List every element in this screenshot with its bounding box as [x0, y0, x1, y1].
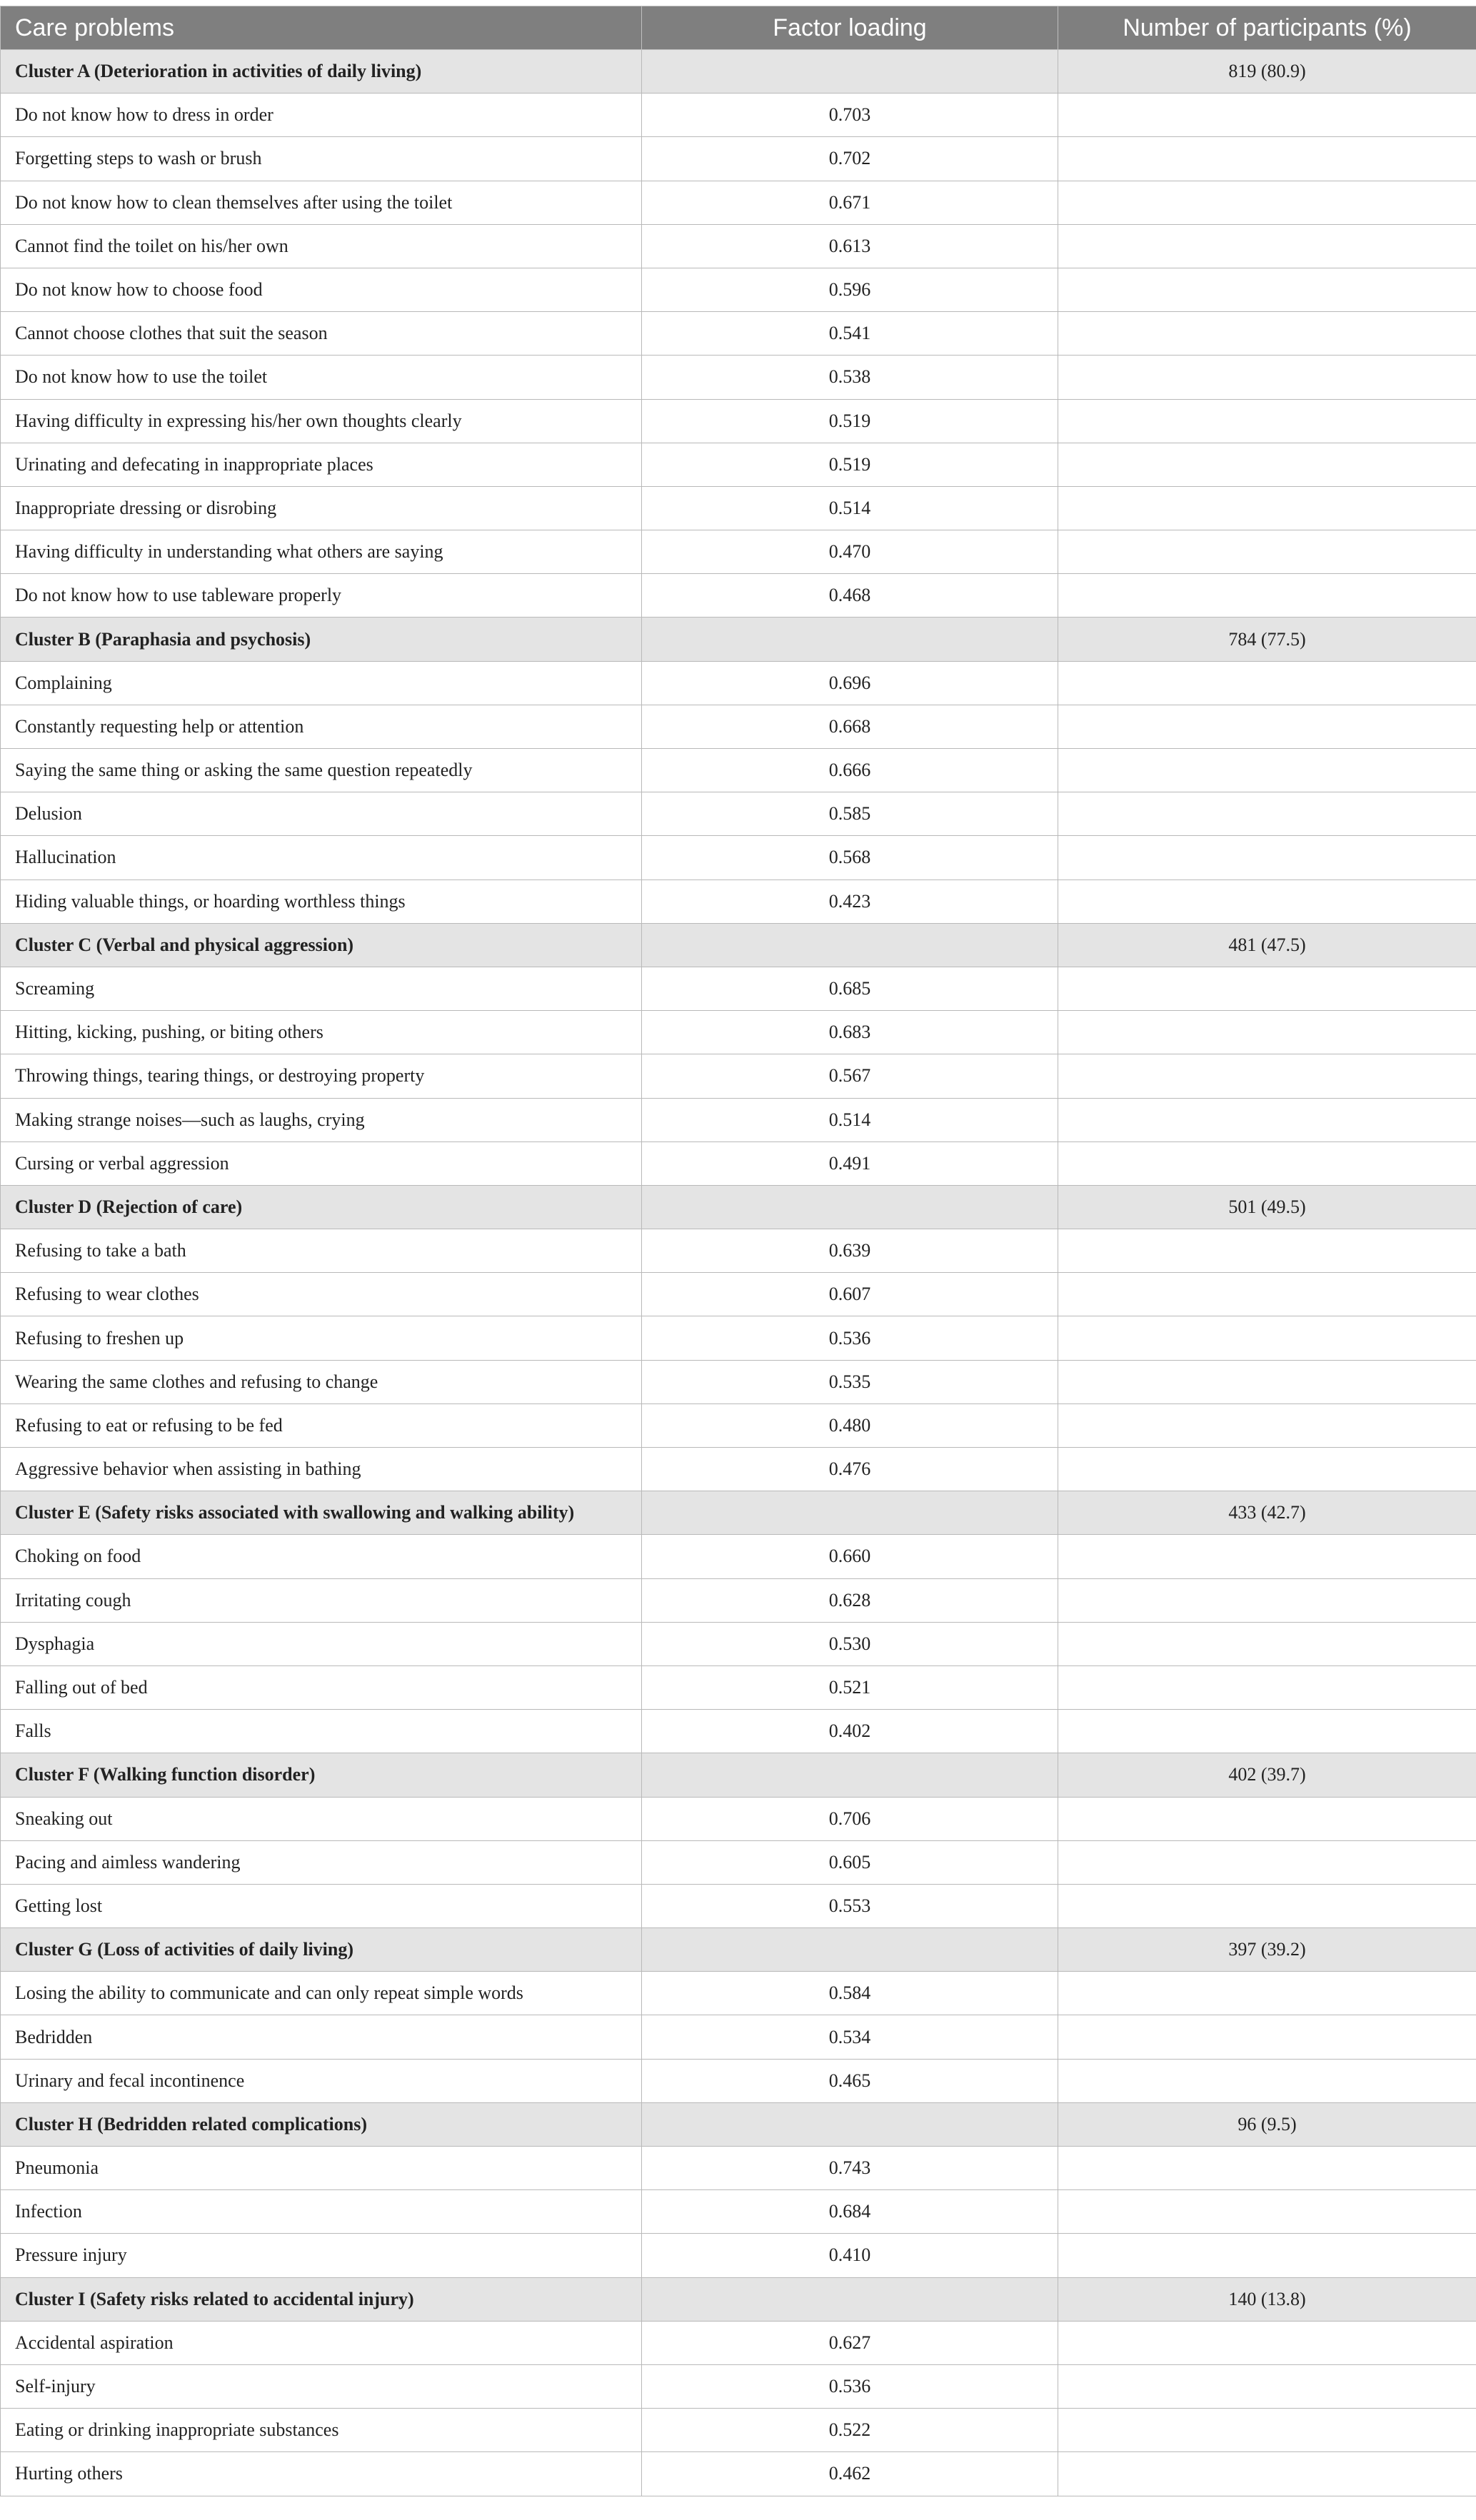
- participants-empty: [1058, 880, 1476, 923]
- header-factor-loading: Factor loading: [642, 6, 1058, 50]
- care-problem: Having difficulty in expressing his/her own thoughts clearly: [1, 399, 642, 443]
- care-problem: Hitting, kicking, pushing, or biting others: [1, 1011, 642, 1054]
- care-problem: Having difficulty in understanding what others are saying: [1, 530, 642, 574]
- participants-empty: [1058, 836, 1476, 880]
- care-problem: Dysphagia: [1, 1622, 642, 1665]
- table-body: [1, 50, 1476, 2496]
- factor-loading: 0.423: [642, 880, 1058, 923]
- participants-empty: [1058, 967, 1476, 1010]
- participants-empty: [1058, 399, 1476, 443]
- factor-loading: 0.468: [642, 574, 1058, 618]
- table-row: [1, 1884, 1476, 1927]
- factor-loading: 0.607: [642, 1273, 1058, 1316]
- cluster-name: Cluster E (Safety risks associated with swallowing and walking ability): [1, 1491, 642, 1535]
- table-row: [1, 181, 1476, 224]
- care-problem: Hiding valuable things, or hoarding worthless things: [1, 880, 642, 923]
- care-problem: Falling out of bed: [1, 1665, 642, 1709]
- table-row: [1, 94, 1476, 137]
- factor-loading: 0.684: [642, 2190, 1058, 2234]
- participants-empty: [1058, 2015, 1476, 2059]
- care-problem: Constantly requesting help or attention: [1, 705, 642, 748]
- factor-loading: 0.519: [642, 443, 1058, 486]
- factor-loading: 0.462: [642, 2452, 1058, 2496]
- care-problem: Bedridden: [1, 2015, 642, 2059]
- cluster-loading-empty: [642, 618, 1058, 661]
- factor-loading: 0.668: [642, 705, 1058, 748]
- participants-empty: [1058, 268, 1476, 311]
- table-row: [1, 224, 1476, 268]
- table-row: [1, 137, 1476, 181]
- participants-empty: [1058, 1054, 1476, 1098]
- participants-empty: [1058, 1011, 1476, 1054]
- factor-loading: 0.519: [642, 399, 1058, 443]
- table-row: [1, 661, 1476, 705]
- participants-empty: [1058, 1273, 1476, 1316]
- participants-empty: [1058, 574, 1476, 618]
- factor-loading: 0.536: [642, 2364, 1058, 2408]
- factor-loading: 0.585: [642, 792, 1058, 836]
- cluster-loading-empty: [642, 1491, 1058, 1535]
- factor-loading: 0.514: [642, 1098, 1058, 1141]
- factor-loading: 0.696: [642, 661, 1058, 705]
- table-row: [1, 1578, 1476, 1622]
- participants-empty: [1058, 181, 1476, 224]
- care-problem: Pneumonia: [1, 2147, 642, 2190]
- cluster-participants: 397 (39.2): [1058, 1928, 1476, 1972]
- cluster-name: Cluster B (Paraphasia and psychosis): [1, 618, 642, 661]
- factor-loading: 0.685: [642, 967, 1058, 1010]
- table-row: [1, 1316, 1476, 1360]
- care-problem: Refusing to wear clothes: [1, 1273, 642, 1316]
- table-row: [1, 268, 1476, 311]
- table-row: [1, 1403, 1476, 1447]
- care-problem: Wearing the same clothes and refusing to change: [1, 1360, 642, 1403]
- table-row: [1, 749, 1476, 792]
- care-problem: Choking on food: [1, 1535, 642, 1578]
- participants-empty: [1058, 792, 1476, 836]
- participants-empty: [1058, 2409, 1476, 2452]
- cluster-participants: 96 (9.5): [1058, 2102, 1476, 2146]
- cluster-loading-empty: [642, 2102, 1058, 2146]
- cluster-participants: 402 (39.7): [1058, 1753, 1476, 1797]
- participants-empty: [1058, 1797, 1476, 1840]
- factor-loading: 0.480: [642, 1403, 1058, 1447]
- factor-loading: 0.534: [642, 2015, 1058, 2059]
- table-row: [1, 312, 1476, 356]
- table-row: [1, 792, 1476, 836]
- participants-empty: [1058, 1710, 1476, 1753]
- table-row: [1, 399, 1476, 443]
- factor-loading: 0.639: [642, 1229, 1058, 1273]
- participants-empty: [1058, 2147, 1476, 2190]
- factor-loading: 0.521: [642, 1665, 1058, 1709]
- care-problem: Inappropriate dressing or disrobing: [1, 486, 642, 530]
- table-row: [1, 880, 1476, 923]
- participants-empty: [1058, 661, 1476, 705]
- care-problem: Do not know how to clean themselves after using the toilet: [1, 181, 642, 224]
- table-row: [1, 1141, 1476, 1185]
- table-row: [1, 1360, 1476, 1403]
- factor-loading: 0.584: [642, 1972, 1058, 2015]
- care-problem: Eating or drinking inappropriate substances: [1, 2409, 642, 2452]
- cluster-row: [1, 2277, 1476, 2321]
- participants-empty: [1058, 1448, 1476, 1491]
- participants-empty: [1058, 530, 1476, 574]
- care-problem: Pacing and aimless wandering: [1, 1840, 642, 1884]
- factor-loading: 0.613: [642, 224, 1058, 268]
- care-problem: Cannot choose clothes that suit the season: [1, 312, 642, 356]
- table-row: [1, 1535, 1476, 1578]
- table-row: [1, 486, 1476, 530]
- care-problem: Accidental aspiration: [1, 2321, 642, 2364]
- factor-loading: 0.514: [642, 486, 1058, 530]
- cluster-row: [1, 50, 1476, 94]
- factor-loading: 0.530: [642, 1622, 1058, 1665]
- care-problems-table: [0, 6, 1476, 2496]
- care-problem: Complaining: [1, 661, 642, 705]
- care-problem: Do not know how to choose food: [1, 268, 642, 311]
- care-problem: Urinary and fecal incontinence: [1, 2059, 642, 2102]
- participants-empty: [1058, 2452, 1476, 2496]
- table-row: [1, 2364, 1476, 2408]
- care-problem: Self-injury: [1, 2364, 642, 2408]
- factor-loading: 0.628: [642, 1578, 1058, 1622]
- participants-empty: [1058, 486, 1476, 530]
- table-row: [1, 530, 1476, 574]
- care-problem: Making strange noises—such as laughs, crying: [1, 1098, 642, 1141]
- participants-empty: [1058, 1840, 1476, 1884]
- table-row: [1, 2015, 1476, 2059]
- table-header-row: [1, 6, 1476, 50]
- cluster-participants: 501 (49.5): [1058, 1185, 1476, 1229]
- participants-empty: [1058, 94, 1476, 137]
- care-problem: Forgetting steps to wash or brush: [1, 137, 642, 181]
- table-row: [1, 574, 1476, 618]
- participants-empty: [1058, 443, 1476, 486]
- table-row: [1, 1710, 1476, 1753]
- care-problem: Saying the same thing or asking the same question repeatedly: [1, 749, 642, 792]
- cluster-row: [1, 1185, 1476, 1229]
- participants-empty: [1058, 1578, 1476, 1622]
- table-row: [1, 2059, 1476, 2102]
- factor-loading: 0.703: [642, 94, 1058, 137]
- table-row: [1, 1665, 1476, 1709]
- table-row: [1, 2321, 1476, 2364]
- cluster-name: Cluster C (Verbal and physical aggression): [1, 923, 642, 967]
- cluster-participants: 433 (42.7): [1058, 1491, 1476, 1535]
- cluster-loading-empty: [642, 2277, 1058, 2321]
- header-care-problems: Care problems: [1, 6, 642, 50]
- care-problem: Hurting others: [1, 2452, 642, 2496]
- factor-loading: 0.465: [642, 2059, 1058, 2102]
- cluster-participants: 140 (13.8): [1058, 2277, 1476, 2321]
- participants-empty: [1058, 356, 1476, 399]
- factor-loading: 0.567: [642, 1054, 1058, 1098]
- table-row: [1, 1972, 1476, 2015]
- cluster-row: [1, 2102, 1476, 2146]
- participants-empty: [1058, 1316, 1476, 1360]
- participants-empty: [1058, 2190, 1476, 2234]
- participants-empty: [1058, 1972, 1476, 2015]
- cluster-row: [1, 618, 1476, 661]
- table-row: [1, 1229, 1476, 1273]
- participants-empty: [1058, 1141, 1476, 1185]
- factor-loading: 0.541: [642, 312, 1058, 356]
- cluster-name: Cluster H (Bedridden related complications): [1, 2102, 642, 2146]
- table-row: [1, 1011, 1476, 1054]
- care-problem: Do not know how to use the toilet: [1, 356, 642, 399]
- factor-loading: 0.568: [642, 836, 1058, 880]
- participants-empty: [1058, 137, 1476, 181]
- factor-loading: 0.627: [642, 2321, 1058, 2364]
- table-row: [1, 1797, 1476, 1840]
- table-row: [1, 1054, 1476, 1098]
- cluster-name: Cluster D (Rejection of care): [1, 1185, 642, 1229]
- care-problem: Hallucination: [1, 836, 642, 880]
- table-row: [1, 2190, 1476, 2234]
- care-problem: Cannot find the toilet on his/her own: [1, 224, 642, 268]
- care-problem: Do not know how to use tableware properly: [1, 574, 642, 618]
- factor-loading: 0.702: [642, 137, 1058, 181]
- table-row: [1, 1273, 1476, 1316]
- cluster-row: [1, 1753, 1476, 1797]
- care-problem: Refusing to take a bath: [1, 1229, 642, 1273]
- care-problem: Pressure injury: [1, 2234, 642, 2277]
- table-row: [1, 1448, 1476, 1491]
- care-problem: Aggressive behavior when assisting in bathing: [1, 1448, 642, 1491]
- table-row: [1, 1098, 1476, 1141]
- participants-empty: [1058, 1535, 1476, 1578]
- participants-empty: [1058, 1229, 1476, 1273]
- cluster-loading-empty: [642, 1185, 1058, 1229]
- participants-empty: [1058, 1403, 1476, 1447]
- participants-empty: [1058, 312, 1476, 356]
- table-row: [1, 705, 1476, 748]
- factor-loading: 0.402: [642, 1710, 1058, 1753]
- factor-loading: 0.671: [642, 181, 1058, 224]
- participants-empty: [1058, 1622, 1476, 1665]
- participants-empty: [1058, 2364, 1476, 2408]
- table-row: [1, 1840, 1476, 1884]
- table-row: [1, 2452, 1476, 2496]
- table-row: [1, 2409, 1476, 2452]
- care-problem: Falls: [1, 1710, 642, 1753]
- factor-loading: 0.538: [642, 356, 1058, 399]
- care-problem: Delusion: [1, 792, 642, 836]
- cluster-participants: 784 (77.5): [1058, 618, 1476, 661]
- care-problem: Urinating and defecating in inappropriate places: [1, 443, 642, 486]
- factor-loading: 0.491: [642, 1141, 1058, 1185]
- cluster-participants: 481 (47.5): [1058, 923, 1476, 967]
- factor-loading: 0.535: [642, 1360, 1058, 1403]
- participants-empty: [1058, 1360, 1476, 1403]
- cluster-name: Cluster G (Loss of activities of daily living): [1, 1928, 642, 1972]
- factor-loading: 0.743: [642, 2147, 1058, 2190]
- table-row: [1, 356, 1476, 399]
- care-problem: Refusing to freshen up: [1, 1316, 642, 1360]
- cluster-participants: 819 (80.9): [1058, 50, 1476, 94]
- participants-empty: [1058, 1884, 1476, 1927]
- table-row: [1, 443, 1476, 486]
- participants-empty: [1058, 224, 1476, 268]
- factor-loading: 0.666: [642, 749, 1058, 792]
- factor-loading: 0.410: [642, 2234, 1058, 2277]
- participants-empty: [1058, 1098, 1476, 1141]
- participants-empty: [1058, 1665, 1476, 1709]
- factor-loading: 0.476: [642, 1448, 1058, 1491]
- care-problem: Irritating cough: [1, 1578, 642, 1622]
- factor-loading: 0.683: [642, 1011, 1058, 1054]
- factor-loading: 0.706: [642, 1797, 1058, 1840]
- care-problem: Losing the ability to communicate and can only repeat simple words: [1, 1972, 642, 2015]
- care-problem: Throwing things, tearing things, or destroying property: [1, 1054, 642, 1098]
- participants-empty: [1058, 705, 1476, 748]
- care-problem: Cursing or verbal aggression: [1, 1141, 642, 1185]
- participants-empty: [1058, 2059, 1476, 2102]
- table-row: [1, 967, 1476, 1010]
- header-participants: Number of participants (%): [1058, 6, 1476, 50]
- table-row: [1, 2147, 1476, 2190]
- cluster-loading-empty: [642, 1928, 1058, 1972]
- care-problem: Infection: [1, 2190, 642, 2234]
- factor-loading: 0.605: [642, 1840, 1058, 1884]
- table-row: [1, 1622, 1476, 1665]
- care-problem: Do not know how to dress in order: [1, 94, 642, 137]
- care-problem: Sneaking out: [1, 1797, 642, 1840]
- participants-empty: [1058, 2321, 1476, 2364]
- care-problem: Getting lost: [1, 1884, 642, 1927]
- cluster-row: [1, 1928, 1476, 1972]
- cluster-name: Cluster I (Safety risks related to accidental injury): [1, 2277, 642, 2321]
- participants-empty: [1058, 2234, 1476, 2277]
- factor-loading: 0.660: [642, 1535, 1058, 1578]
- cluster-name: Cluster A (Deterioration in activities of daily living): [1, 50, 642, 94]
- cluster-loading-empty: [642, 50, 1058, 94]
- cluster-loading-empty: [642, 1753, 1058, 1797]
- factor-loading: 0.470: [642, 530, 1058, 574]
- participants-empty: [1058, 749, 1476, 792]
- care-problem: Screaming: [1, 967, 642, 1010]
- factor-loading: 0.553: [642, 1884, 1058, 1927]
- cluster-row: [1, 1491, 1476, 1535]
- care-problem: Refusing to eat or refusing to be fed: [1, 1403, 642, 1447]
- factor-loading: 0.522: [642, 2409, 1058, 2452]
- factor-loading: 0.536: [642, 1316, 1058, 1360]
- factor-loading: 0.596: [642, 268, 1058, 311]
- cluster-loading-empty: [642, 923, 1058, 967]
- cluster-name: Cluster F (Walking function disorder): [1, 1753, 642, 1797]
- table-row: [1, 2234, 1476, 2277]
- cluster-row: [1, 923, 1476, 967]
- table-row: [1, 836, 1476, 880]
